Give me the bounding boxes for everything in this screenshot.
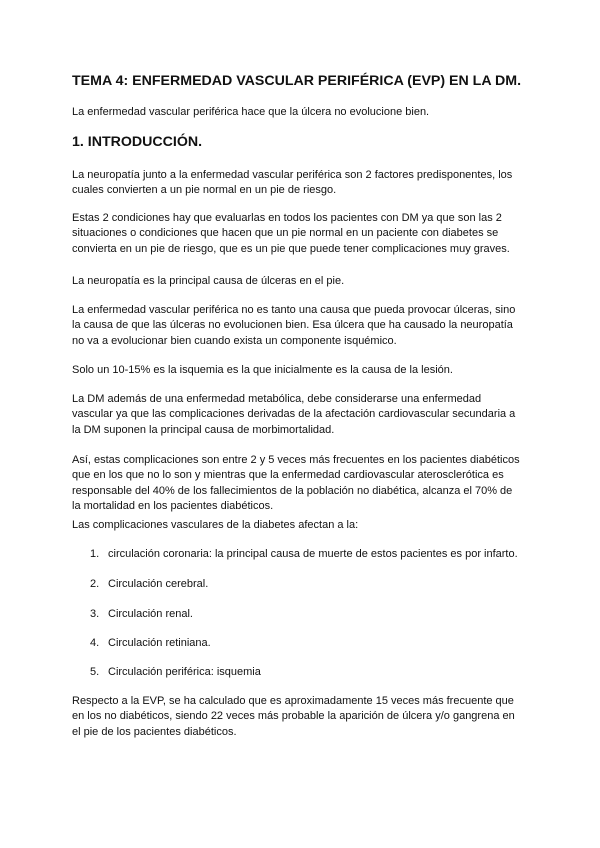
paragraph: Estas 2 condiciones hay que evaluarlas en todos los pacientes con DM ya que son las 2 situaciones o condiciones que hacen que un pie normal en un paciente con diabetes se convierta en un pie de riesgo, que es un pie que puede tener complicaciones muy graves. [72,212,510,255]
paragraph: La neuropatía junto a la enfermedad vascular periférica son 2 factores predisponentes, los cuales convierten a un pie normal en un pie de riesgo. [72,169,513,197]
paragraph: La DM además de una enfermedad metabólica, debe considerarse una enfermedad vascular ya que las complicaciones derivadas de la afectación cardiovascular secundaria a la DM suponen la principal causa de morbimortalidad. [72,393,516,436]
paragraph: La neuropatía es la principal causa de úlceras en el pie. [72,275,345,287]
list-item: 4. Circulación retiniana. [90,637,211,649]
section-heading: 1. INTRODUCCIÓN. [72,134,203,150]
paragraph: Las complicaciones vasculares de la diabetes afectan a la: [72,519,359,531]
intro-text: La enfermedad vascular periférica hace que la úlcera no evolucione bien. [72,106,430,118]
list-item: 5. Circulación periférica: isquemia [90,666,261,678]
list-item: 1. circulación coronaria: la principal causa de muerte de estos pacientes es por infarto. [90,548,518,560]
paragraph: Solo un 10-15% es la isquemia es la que inicialmente es la causa de la lesión. [72,364,453,376]
paragraph: La enfermedad vascular periférica no es tanto una causa que pueda provocar úlceras, sino la causa de que las úlceras no evolucionen bien. Esa úlcera que ha causado la neuropatía no va a evolucionar bien cuando exista un componente isquémico. [72,304,516,347]
final-paragraph: Respecto a la EVP, se ha calculado que es aproximadamente 15 veces más frecuente que en los no diabéticos, siendo 22 veces más probable la aparición de úlcera y/o gangrena en el pie de los pacientes diabéticos. [72,695,515,738]
document-title: TEMA 4: ENFERMEDAD VASCULAR PERIFÉRICA (EVP) EN LA DM. [72,73,522,89]
list-item: 2. Circulación cerebral. [90,578,209,590]
list-item: 3. Circulación renal. [90,608,193,620]
paragraph: Así, estas complicaciones son entre 2 y 5 veces más frecuentes en los pacientes diabéticos que en los que no lo son y mientras que la enfermedad cardiovascular aterosclerótica es responsable del 40% de los fallecimientos de la población no diabética, alcanza el 70% de la mortalidad en los pacientes diabéticos. [72,454,520,512]
